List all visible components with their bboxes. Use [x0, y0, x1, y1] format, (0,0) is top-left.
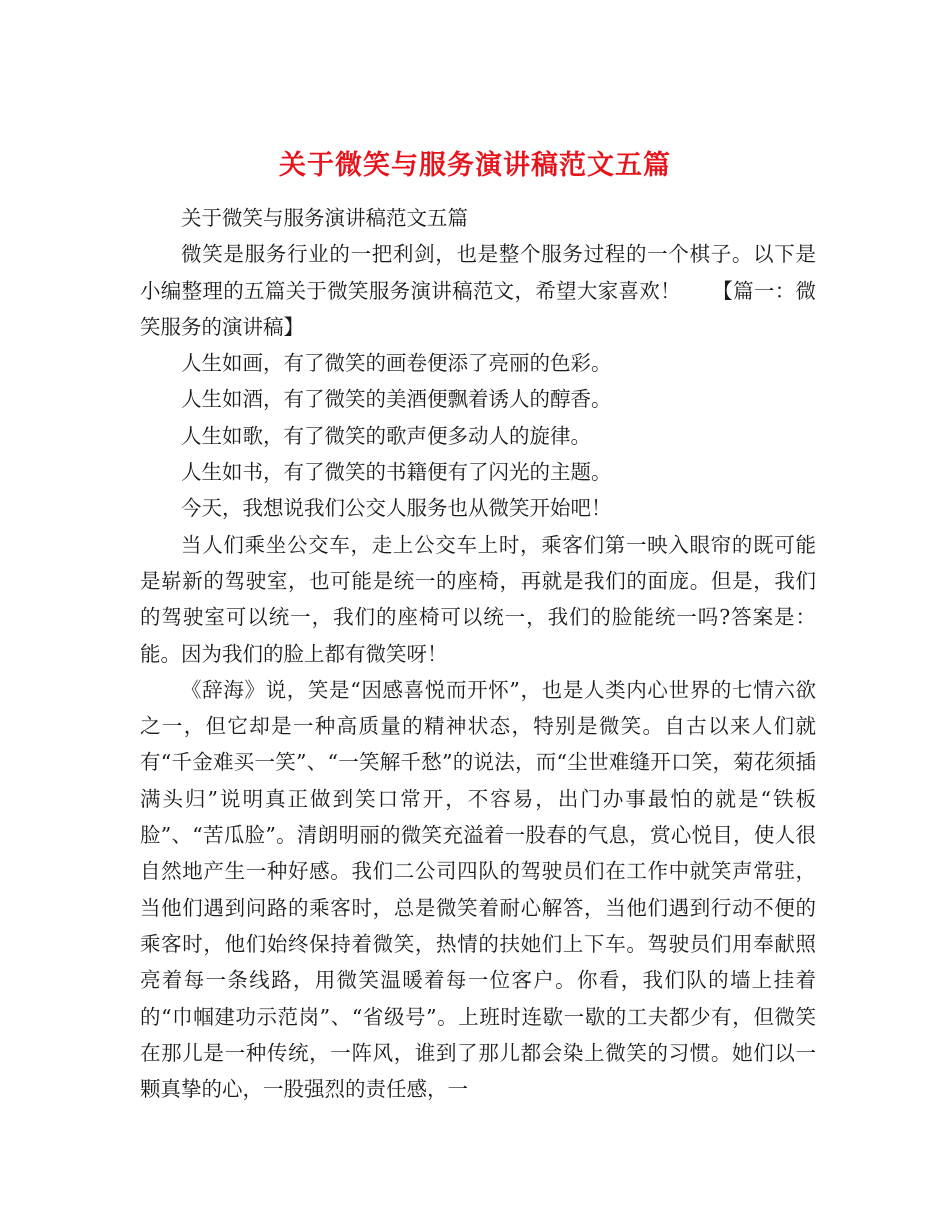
paragraph-subtitle: 关于微笑与服务演讲稿范文五篇: [181, 206, 468, 230]
paragraph-line-book: 人生如书，有了微笑的书籍便有了闪光的主题。: [181, 460, 612, 485]
paragraph-bus: 当人们乘坐公交车，走上公交车上时，乘客们第一映入眼帘的既可能是崭新的驾驶室，也可能是统一的座椅，再就是我们的面庞。但是，我们的驾驶室可以统一，我们的座椅可以统一，我们的脸能统一吗?答案是：能。因为我们的脸上都有微笑呀！: [140, 532, 816, 666]
paragraph-line-painting: 人生如画，有了微笑的画卷便添了亮丽的色彩。: [181, 351, 612, 376]
paragraph-intro: 微笑是服务行业的一把利剑，也是整个服务过程的一个棋子。以下是小编整理的五篇关于微笑服务演讲稿范文，希望大家喜欢！ 【篇一：微笑服务的演讲稿】: [140, 242, 816, 339]
paragraph-today: 今天，我想说我们公交人服务也从微笑开始吧！: [181, 496, 612, 521]
paragraph-line-song: 人生如歌，有了微笑的歌声便多动人的旋律。: [181, 423, 591, 448]
paragraph-cihai: 《辞海》说，笑是“因感喜悦而开怀”，也是人类内心世界的七情六欲之一，但它却是一种高质量的精神状态，特别是微笑。自古以来人们就有“千金难买一笑”、“一笑解千愁”的说法，而“尘世难缝开口笑，菊花须插满头归”说明真正做到笑口常开，不容易，出门办事最怕的就是“铁板脸”、“苦瓜脸”。清朗明丽的微笑充溢着一股春的气息，赏心悦目，使人很自然地产生一种好感。我们二公司四队的驾驶员们在工作中就笑声常驻，当他们遇到问路的乘客时，总是微笑着耐心解答，当他们遇到行动不便的乘客时，他们始终保持着微笑，热情的扶她们上下车。驾驶员们用奉献照亮着每一条线路，用微笑温暖着每一位客户。你看，我们队的墙上挂着的“巾帼建功示范岗”、“省级号”。上班时连歇一歇的工夫都少有，但微笑在那儿是一种传统，一阵风，谁到了那儿都会染上微笑的习惯。她们以一颗真挚的心，一股强烈的责任感，一: [140, 677, 816, 1102]
document-title: 关于微笑与服务演讲稿范文五篇: [279, 150, 671, 182]
paragraph-line-wine: 人生如酒，有了微笑的美酒便飘着诱人的醇香。: [181, 387, 612, 412]
document-body: [140, 200, 816, 1107]
